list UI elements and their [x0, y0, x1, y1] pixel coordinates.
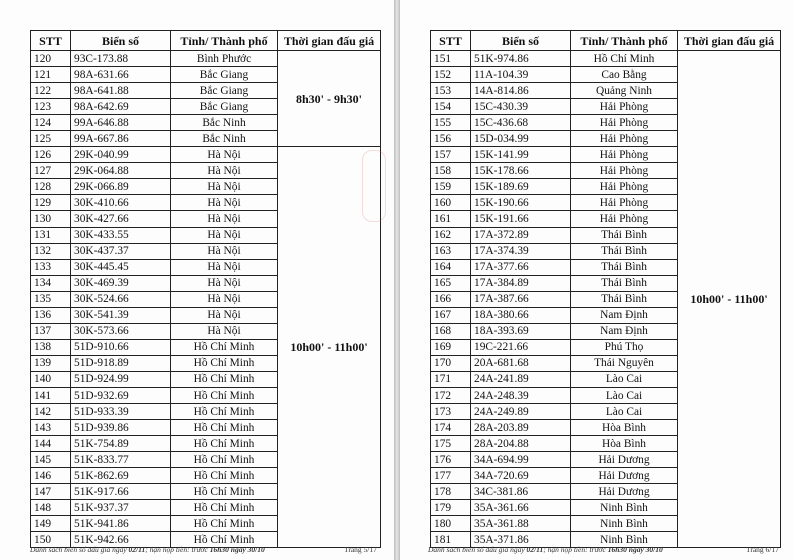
cell-stt: 148: [31, 500, 71, 516]
cell-province: Lào Cai: [571, 371, 678, 387]
cell-plate: 17A-387.66: [471, 291, 571, 307]
cell-province: Hồ Chí Minh: [171, 516, 278, 532]
cell-plate: 51K-917.66: [71, 484, 171, 500]
cell-province: Hà Nội: [171, 227, 278, 243]
cell-plate: 29K-040.99: [71, 147, 171, 163]
cell-province: Nam Định: [571, 307, 678, 323]
cell-plate: 17A-372.89: [471, 227, 571, 243]
cell-plate: 30K-410.66: [71, 195, 171, 211]
cell-province: Hồ Chí Minh: [171, 339, 278, 355]
cell-stt: 159: [431, 179, 471, 195]
cell-plate: 51D-932.69: [71, 387, 171, 403]
cell-plate: 24A-241.89: [471, 371, 571, 387]
cell-plate: 98A-642.69: [71, 99, 171, 115]
cell-plate: 98A-631.66: [71, 67, 171, 83]
cell-province: Ninh Bình: [571, 516, 678, 532]
header-stt: STT: [431, 31, 471, 51]
cell-plate: 30K-469.39: [71, 275, 171, 291]
cell-province: Hồ Chí Minh: [171, 436, 278, 452]
cell-province: Hải Dương: [571, 452, 678, 468]
cell-stt: 160: [431, 195, 471, 211]
cell-stt: 178: [431, 484, 471, 500]
table-row: [31, 147, 381, 163]
cell-plate: 51D-939.86: [71, 420, 171, 436]
cell-plate: 51K-862.69: [71, 468, 171, 484]
cell-stt: 151: [431, 51, 471, 67]
cell-plate: 35A-361.88: [471, 516, 571, 532]
cell-stt: 131: [31, 227, 71, 243]
page-footer-note: Danh sách biển số đấu giá ngày 02/11; hạn nộp tiền: trước 16h30 ngày 30/10: [428, 545, 663, 554]
cell-plate: 99A-667.86: [71, 131, 171, 147]
cell-plate: 30K-437.37: [71, 243, 171, 259]
cell-stt: 167: [431, 307, 471, 323]
cell-stt: 170: [431, 355, 471, 371]
cell-province: Thái Bình: [571, 259, 678, 275]
header-auction-time: Thời gian đấu giá: [678, 31, 781, 51]
cell-province: Cao Bằng: [571, 67, 678, 83]
cell-province: Bắc Giang: [171, 99, 278, 115]
cell-plate: 30K-541.39: [71, 307, 171, 323]
plates-table-right: [430, 30, 781, 548]
cell-stt: 155: [431, 115, 471, 131]
cell-province: Hồ Chí Minh: [171, 371, 278, 387]
cell-province: Hải Phòng: [571, 147, 678, 163]
cell-plate: 11A-104.39: [471, 67, 571, 83]
cell-plate: 18A-380.66: [471, 307, 571, 323]
cell-plate: 15D-034.99: [471, 131, 571, 147]
cell-plate: 35A-361.66: [471, 500, 571, 516]
cell-province: Hồ Chí Minh: [171, 452, 278, 468]
cell-province: Bình Phước: [171, 51, 278, 67]
cell-plate: 15K-141.99: [471, 147, 571, 163]
cell-plate: 34C-381.86: [471, 484, 571, 500]
cell-province: Bắc Giang: [171, 83, 278, 99]
cell-plate: 34A-720.69: [471, 468, 571, 484]
cell-stt: 179: [431, 500, 471, 516]
cell-stt: 129: [31, 195, 71, 211]
cell-plate: 30K-524.66: [71, 291, 171, 307]
cell-stt: 177: [431, 468, 471, 484]
cell-stt: 134: [31, 275, 71, 291]
cell-province: Hải Phòng: [571, 195, 678, 211]
cell-plate: 17A-377.66: [471, 259, 571, 275]
cell-plate: 51K-937.37: [71, 500, 171, 516]
cell-stt: 156: [431, 131, 471, 147]
cell-stt: 180: [431, 516, 471, 532]
cell-province: Hà Nội: [171, 147, 278, 163]
cell-stt: 122: [31, 83, 71, 99]
cell-stt: 152: [431, 67, 471, 83]
cell-plate: 30K-427.66: [71, 211, 171, 227]
cell-province: Hồ Chí Minh: [171, 500, 278, 516]
cell-plate: 19C-221.66: [471, 339, 571, 355]
cell-province: Hải Dương: [571, 468, 678, 484]
cell-plate: 24A-248.39: [471, 387, 571, 403]
cell-stt: 171: [431, 371, 471, 387]
cell-province: Lào Cai: [571, 404, 678, 420]
cell-province: Hà Nội: [171, 211, 278, 227]
cell-plate: 17A-384.89: [471, 275, 571, 291]
cell-stt: 149: [31, 516, 71, 532]
cell-auction-time: 10h00' - 11h00': [278, 147, 381, 548]
cell-stt: 133: [31, 259, 71, 275]
cell-plate: 30K-433.55: [71, 227, 171, 243]
cell-stt: 125: [31, 131, 71, 147]
cell-plate: 28A-204.88: [471, 436, 571, 452]
cell-plate: 51K-833.77: [71, 452, 171, 468]
cell-province: Hồ Chí Minh: [171, 420, 278, 436]
document-page-right: [400, 0, 794, 560]
cell-stt: 153: [431, 83, 471, 99]
header-province: Tỉnh/ Thành phố: [571, 31, 678, 51]
cell-province: Hải Phòng: [571, 131, 678, 147]
cell-plate: 18A-393.69: [471, 323, 571, 339]
cell-province: Hồ Chí Minh: [171, 468, 278, 484]
cell-stt: 146: [31, 468, 71, 484]
cell-stt: 126: [31, 147, 71, 163]
cell-province: Lào Cai: [571, 387, 678, 403]
cell-stt: 154: [431, 99, 471, 115]
page-number: Trang 6/17: [746, 545, 779, 554]
cell-province: Hà Nội: [171, 259, 278, 275]
cell-plate: 15C-430.39: [471, 99, 571, 115]
cell-stt: 163: [431, 243, 471, 259]
header-plate: Biển số: [471, 31, 571, 51]
cell-stt: 136: [31, 307, 71, 323]
cell-stt: 157: [431, 147, 471, 163]
cell-plate: 15K-178.66: [471, 163, 571, 179]
page-footer-note: Danh sách biển số đấu giá ngày 02/11; hạn nộp tiền: trước 16h30 ngày 30/10: [30, 545, 265, 554]
cell-stt: 132: [31, 243, 71, 259]
cell-stt: 127: [31, 163, 71, 179]
cell-plate: 51D-910.66: [71, 339, 171, 355]
header-stt: STT: [31, 31, 71, 51]
cell-stt: 166: [431, 291, 471, 307]
cell-province: Hòa Bình: [571, 420, 678, 436]
cell-plate: 51K-974.86: [471, 51, 571, 67]
header-province: Tỉnh/ Thành phố: [171, 31, 278, 51]
cell-plate: 15K-190.66: [471, 195, 571, 211]
cell-plate: 99A-646.88: [71, 115, 171, 131]
header-plate: Biển số: [71, 31, 171, 51]
header-auction-time: Thời gian đấu giá: [278, 31, 381, 51]
cell-stt: 141: [31, 387, 71, 403]
cell-province: Thái Bình: [571, 243, 678, 259]
table-row: [31, 51, 381, 67]
cell-province: Thái Bình: [571, 275, 678, 291]
cell-stt: 143: [31, 420, 71, 436]
cell-plate: 29K-064.88: [71, 163, 171, 179]
cell-stt: 174: [431, 420, 471, 436]
cell-province: Ninh Bình: [571, 532, 678, 548]
cell-province: Hà Nội: [171, 163, 278, 179]
cell-plate: 93C-173.88: [71, 51, 171, 67]
cell-plate: 51D-924.99: [71, 371, 171, 387]
cell-stt: 144: [31, 436, 71, 452]
cell-province: Hồ Chí Minh: [171, 355, 278, 371]
cell-province: Ninh Bình: [571, 500, 678, 516]
cell-stt: 135: [31, 291, 71, 307]
cell-stt: 121: [31, 67, 71, 83]
cell-stt: 145: [31, 452, 71, 468]
cell-plate: 51K-942.66: [71, 532, 171, 548]
cell-stt: 158: [431, 163, 471, 179]
table-header-row: [31, 31, 381, 51]
cell-province: Phú Thọ: [571, 339, 678, 355]
cell-plate: 35A-371.86: [471, 532, 571, 548]
cell-stt: 162: [431, 227, 471, 243]
cell-plate: 17A-374.39: [471, 243, 571, 259]
cell-province: Hồ Chí Minh: [171, 484, 278, 500]
cell-province: Hồ Chí Minh: [171, 387, 278, 403]
cell-plate: 24A-249.89: [471, 404, 571, 420]
cell-stt: 128: [31, 179, 71, 195]
cell-stt: 169: [431, 339, 471, 355]
cell-province: Hải Phòng: [571, 179, 678, 195]
cell-auction-time: 8h30' - 9h30': [278, 51, 381, 147]
cell-plate: 20A-681.68: [471, 355, 571, 371]
cell-province: Hải Phòng: [571, 211, 678, 227]
cell-stt: 137: [31, 323, 71, 339]
cell-stt: 150: [31, 532, 71, 548]
cell-plate: 98A-641.88: [71, 83, 171, 99]
cell-province: Hải Phòng: [571, 115, 678, 131]
cell-stt: 130: [31, 211, 71, 227]
cell-plate: 15K-189.69: [471, 179, 571, 195]
cell-stt: 172: [431, 387, 471, 403]
cell-plate: 28A-203.89: [471, 420, 571, 436]
cell-stt: 181: [431, 532, 471, 548]
cell-stt: 175: [431, 436, 471, 452]
cell-stt: 124: [31, 115, 71, 131]
cell-province: Thái Bình: [571, 227, 678, 243]
cell-province: Hải Phòng: [571, 99, 678, 115]
page-number: Trang 5/17: [344, 545, 377, 554]
faint-stamp-mark: [362, 150, 386, 222]
cell-province: Hải Phòng: [571, 163, 678, 179]
cell-province: Thái Bình: [571, 291, 678, 307]
cell-province: Thái Nguyên: [571, 355, 678, 371]
cell-plate: 14A-814.86: [471, 83, 571, 99]
cell-stt: 138: [31, 339, 71, 355]
cell-stt: 161: [431, 211, 471, 227]
cell-stt: 140: [31, 371, 71, 387]
cell-province: Hồ Chí Minh: [571, 51, 678, 67]
cell-stt: 139: [31, 355, 71, 371]
cell-stt: 147: [31, 484, 71, 500]
cell-plate: 29K-066.89: [71, 179, 171, 195]
cell-province: Bắc Giang: [171, 67, 278, 83]
cell-plate: 15K-191.66: [471, 211, 571, 227]
cell-province: Hồ Chí Minh: [171, 404, 278, 420]
cell-plate: 30K-445.45: [71, 259, 171, 275]
table-row: [431, 51, 781, 67]
cell-stt: 168: [431, 323, 471, 339]
cell-plate: 15C-436.68: [471, 115, 571, 131]
cell-plate: 34A-694.99: [471, 452, 571, 468]
cell-province: Hà Nội: [171, 243, 278, 259]
cell-stt: 123: [31, 99, 71, 115]
cell-province: Hà Nội: [171, 179, 278, 195]
cell-stt: 173: [431, 404, 471, 420]
cell-plate: 51K-941.86: [71, 516, 171, 532]
cell-auction-time: 10h00' - 11h00': [678, 51, 781, 548]
cell-province: Nam Định: [571, 323, 678, 339]
plates-table-left: [30, 30, 381, 548]
cell-province: Hà Nội: [171, 323, 278, 339]
cell-province: Bắc Ninh: [171, 115, 278, 131]
cell-province: Quảng Ninh: [571, 83, 678, 99]
cell-stt: 176: [431, 452, 471, 468]
cell-stt: 142: [31, 404, 71, 420]
cell-province: Hòa Bình: [571, 436, 678, 452]
cell-plate: 51K-754.89: [71, 436, 171, 452]
cell-province: Hà Nội: [171, 291, 278, 307]
cell-province: Bắc Ninh: [171, 131, 278, 147]
table-header-row: [431, 31, 781, 51]
document-page-left: [0, 0, 394, 560]
cell-plate: 51D-933.39: [71, 404, 171, 420]
cell-province: Hồ Chí Minh: [171, 532, 278, 548]
cell-province: Hà Nội: [171, 275, 278, 291]
cell-plate: 51D-918.89: [71, 355, 171, 371]
cell-stt: 120: [31, 51, 71, 67]
cell-province: Hải Dương: [571, 484, 678, 500]
cell-province: Hà Nội: [171, 195, 278, 211]
cell-province: Hà Nội: [171, 307, 278, 323]
cell-stt: 165: [431, 275, 471, 291]
cell-stt: 164: [431, 259, 471, 275]
cell-plate: 30K-573.66: [71, 323, 171, 339]
